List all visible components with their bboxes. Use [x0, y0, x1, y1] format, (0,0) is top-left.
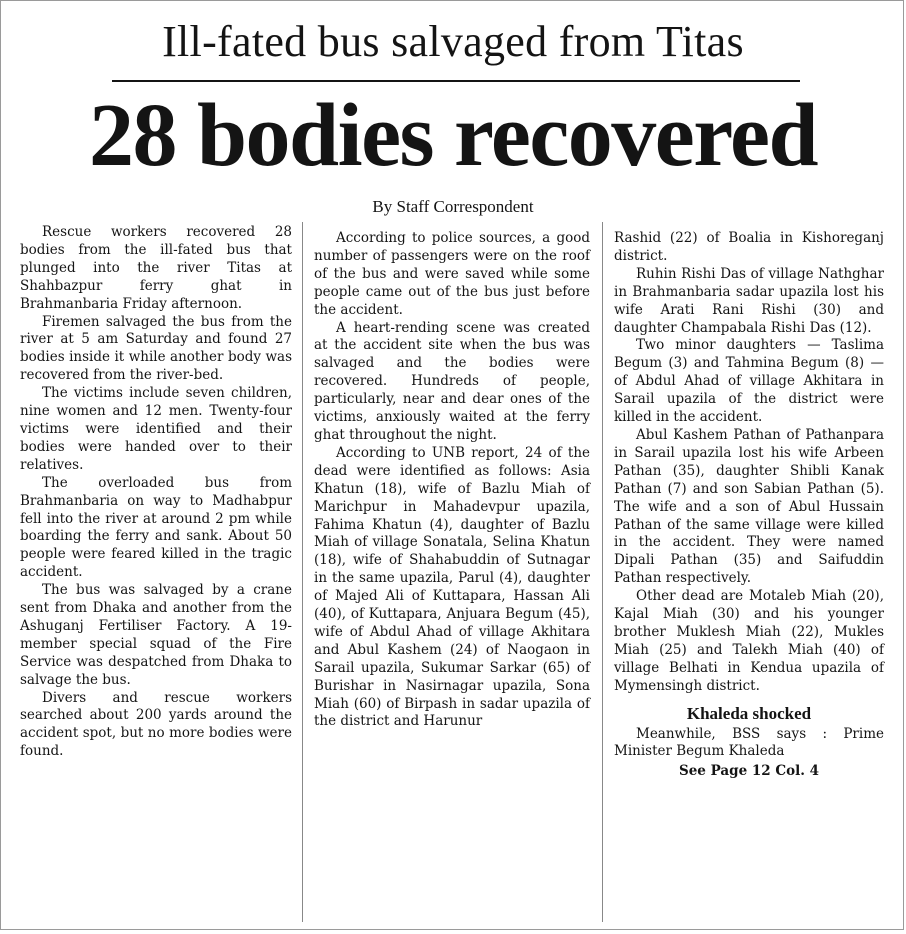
paragraph: Rescue workers recovered 28 bodies from the ill-fated bus that plunged into the river Titas at Shahbazpur ferry ghat in Brahmanbaria Friday afternoon. — [20, 224, 292, 312]
article-column-2 — [314, 230, 590, 731]
paragraph: Other dead are Motaleb Miah (20), Kajal Miah (30) and his younger brother Muklesh Miah (22), Mukles Miah (25) and Talekh Miah (40) of village Belhati in Kendua upazila of Mymensingh district. — [614, 588, 884, 694]
kicker-headline: Ill-fated bus salvaged from Titas — [162, 17, 744, 66]
paragraph: Two minor daughters — Taslima Begum (3) and Tahmina Begum (8) — of Abdul Ahad of village Akhitara in Sarail upazila of the district were killed in the accident. — [614, 337, 884, 426]
byline: By Staff Correspondent — [372, 197, 534, 216]
article-column-1 — [20, 224, 292, 761]
subheading: Khaleda shocked — [686, 703, 812, 723]
column-divider — [302, 222, 303, 922]
column-divider — [602, 222, 603, 922]
paragraph: According to UNB report, 24 of the dead were identified as follows: Asia Khatun (18), wife of Bazlu Miah of Marichpur in Mahadevpur upazila, Fahima Khatun (4), daughter of Bazlu Miah of village Sonatala, Selina Khatun (18), wife of Shahabuddin of Sutnagar in the same upazila, Parul (4), daughter of Majed Ali of Kuttapara, Hassan Ali (40), of Kuttapara, Anjuara Begum (45), wife of Abdul Ahad of village Akhitara and Abul Kashem (24) of Naogaon in Sarail upazila, Sukumar Sarkar (65) of Burishar in Nasirnagar upazila, Sona Miah (60) of Birpash in sadar upazila of the district and Harunur — [314, 444, 590, 730]
paragraph: A heart-rending scene was created at the accident site when the bus was salvaged and the bodies were recovered. Hundreds of people, particularly, near and dear ones of the victims, anxiously waited at the ferry ghat throughout the night. — [314, 319, 590, 443]
headline-rule — [112, 80, 800, 82]
paragraph: Meanwhile, BSS says : Prime Minister Begum Khaleda — [614, 725, 884, 760]
paragraph: Abul Kashem Pathan of Pathanpara in Sarail upazila lost his wife Arbeen Pathan (35), daughter Shibli Kanak Pathan (7) and son Sabian Pathan (5). The wife and a son of Abul Hussain Pathan of the same village were killed in the accident. They were named Dipali Pathan (35) and Saifuddin Pathan respectively. — [614, 426, 884, 587]
paragraph: Rashid (22) of Boalia in Kishoreganj district. — [614, 230, 884, 264]
article-column-3 — [614, 230, 884, 781]
paragraph: Ruhin Rishi Das of village Nathghar in Brahmanbaria sadar upazila lost his wife Arati Rani Rishi (30) and daughter Champabala Rishi Das (12). — [614, 265, 884, 336]
paragraph: According to police sources, a good number of passengers were on the roof of the bus and were saved while some people came out of the bus just before the accident. — [314, 230, 590, 318]
paragraph: Divers and rescue workers searched about 200 yards around the accident spot, but no more bodies were found. — [20, 689, 292, 760]
paragraph: The bus was salvaged by a crane sent from Dhaka and another from the Ashuganj Fertiliser Factory. A 19-member special squad of the Fire Service was despatched from Dhaka to salvage the bus. — [20, 582, 292, 688]
main-headline: 28 bodies recovered — [88, 86, 818, 185]
continuation-note: See Page 12 Col. 4 — [678, 763, 820, 780]
paragraph: The overloaded bus from Brahmanbaria on way to Madhabpur fell into the river at around 2 pm while boarding the ferry and sank. About 50 people were feared killed in the tragic accident. — [20, 474, 292, 581]
paragraph: The victims include seven children, nine women and 12 men. Twenty-four victims were identified and their bodies were handed over to their relatives. — [20, 385, 292, 473]
paragraph: Firemen salvaged the bus from the river at 5 am Saturday and found 27 bodies inside it while another body was recovered from the river-bed. — [20, 313, 292, 384]
